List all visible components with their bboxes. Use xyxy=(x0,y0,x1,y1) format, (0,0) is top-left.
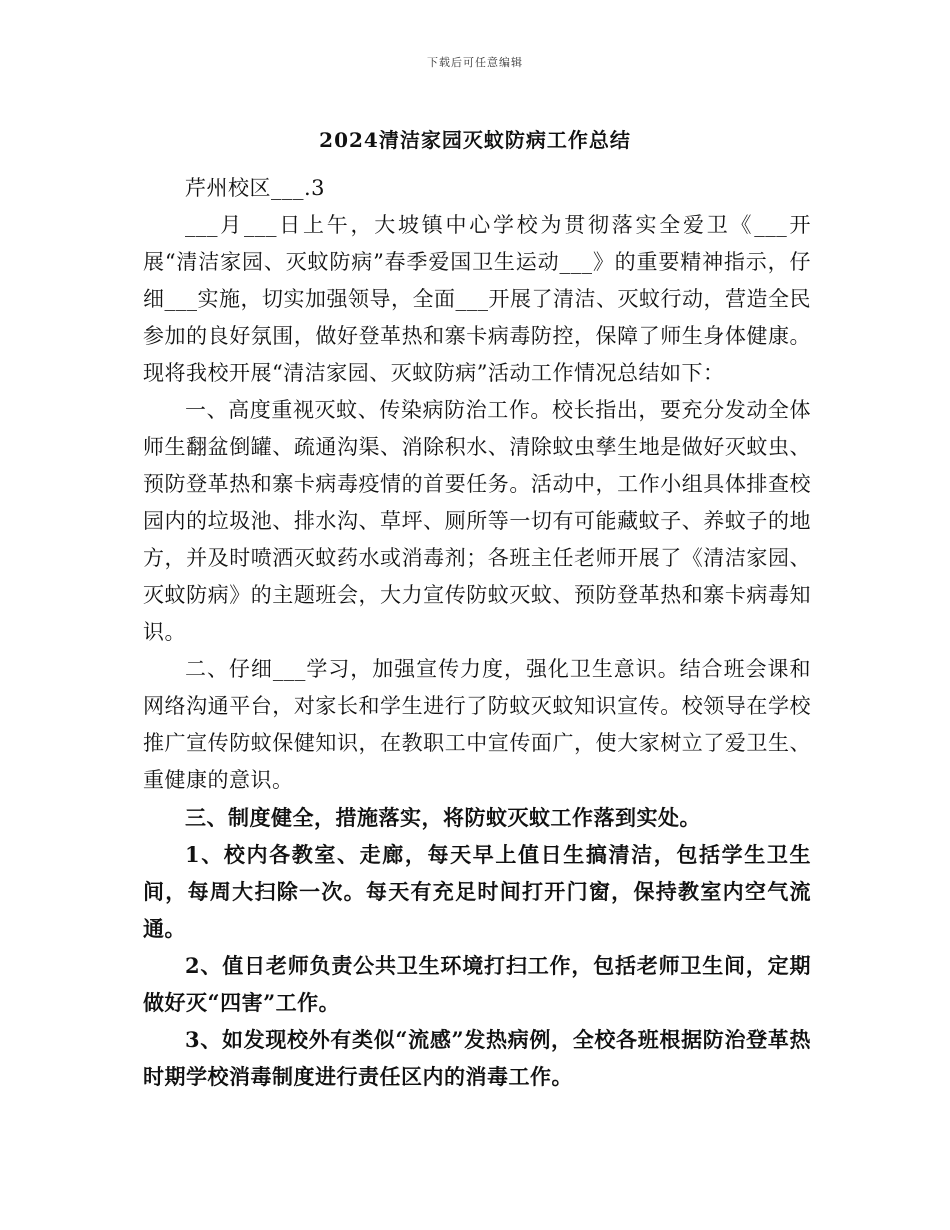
paragraph-campus: 芹州校区___.3 xyxy=(185,176,326,200)
paragraph-section-3-heading: 三、制度健全，措施落实，将防蚊灭蚊工作落到实处。 xyxy=(185,805,701,830)
header-note: 下载后可任意编辑 xyxy=(427,56,523,69)
document-title: 2024清洁家园灭蚊防病工作总结 xyxy=(319,128,631,152)
paragraph-intro: ___月___日上午，大坡镇中心学校为贯彻落实全爱卫《___开展“清洁家园、灭蚊防病”春季爱国卫生运动___》的重要精神指示，仔细___实施，切实加强领导，全面___开展了清洁、灭蚊行动，营造全民参加的良好氛围，做好登革热和寨卡病毒防控，保障了师生身体健康。现将我校开展“清洁家园、灭蚊防病”活动工作情况总结如下： xyxy=(143,213,811,385)
paragraph-item-1: 1、校内各教室、走廊，每天早上值日生搞清洁，包括学生卫生间，每周大扫除一次。每天有充足时间打开门窗，保持教室内空气流通。 xyxy=(143,842,811,941)
document-body xyxy=(143,170,811,1095)
paragraph-section-2: 二、仔细___学习，加强宣传力度，强化卫生意识。结合班会课和网络沟通平台，对家长和学生进行了防蚊灭蚊知识宣传。校领导在学校推广宣传防蚊保健知识，在教职工中宣传面广，使大家树立了爱卫生、重健康的意识。 xyxy=(143,657,811,792)
paragraph-item-2: 2、值日老师负责公共卫生环境打扫工作，包括老师卫生间，定期做好灭“四害”工作。 xyxy=(143,953,811,1015)
paragraph-section-1: 一、高度重视灭蚊、传染病防治工作。校长指出，要充分发动全体师生翻盆倒罐、疏通沟渠、消除积水、清除蚊虫孳生地是做好灭蚊虫、预防登革热和寨卡病毒疫情的首要任务。活动中，工作小组具体排查校园内的垃圾池、排水沟、草坪、厕所等一切有可能藏蚊子、养蚊子的地方，并及时喷洒灭蚊药水或消毒剂；各班主任老师开展了《清洁家园、灭蚊防病》的主题班会，大力宣传防蚊灭蚊、预防登革热和寨卡病毒知识。 xyxy=(143,398,811,644)
paragraph-item-3: 3、如发现校外有类似“流感”发热病例，全校各班根据防治登革热时期学校消毒制度进行责任区内的消毒工作。 xyxy=(143,1027,811,1089)
